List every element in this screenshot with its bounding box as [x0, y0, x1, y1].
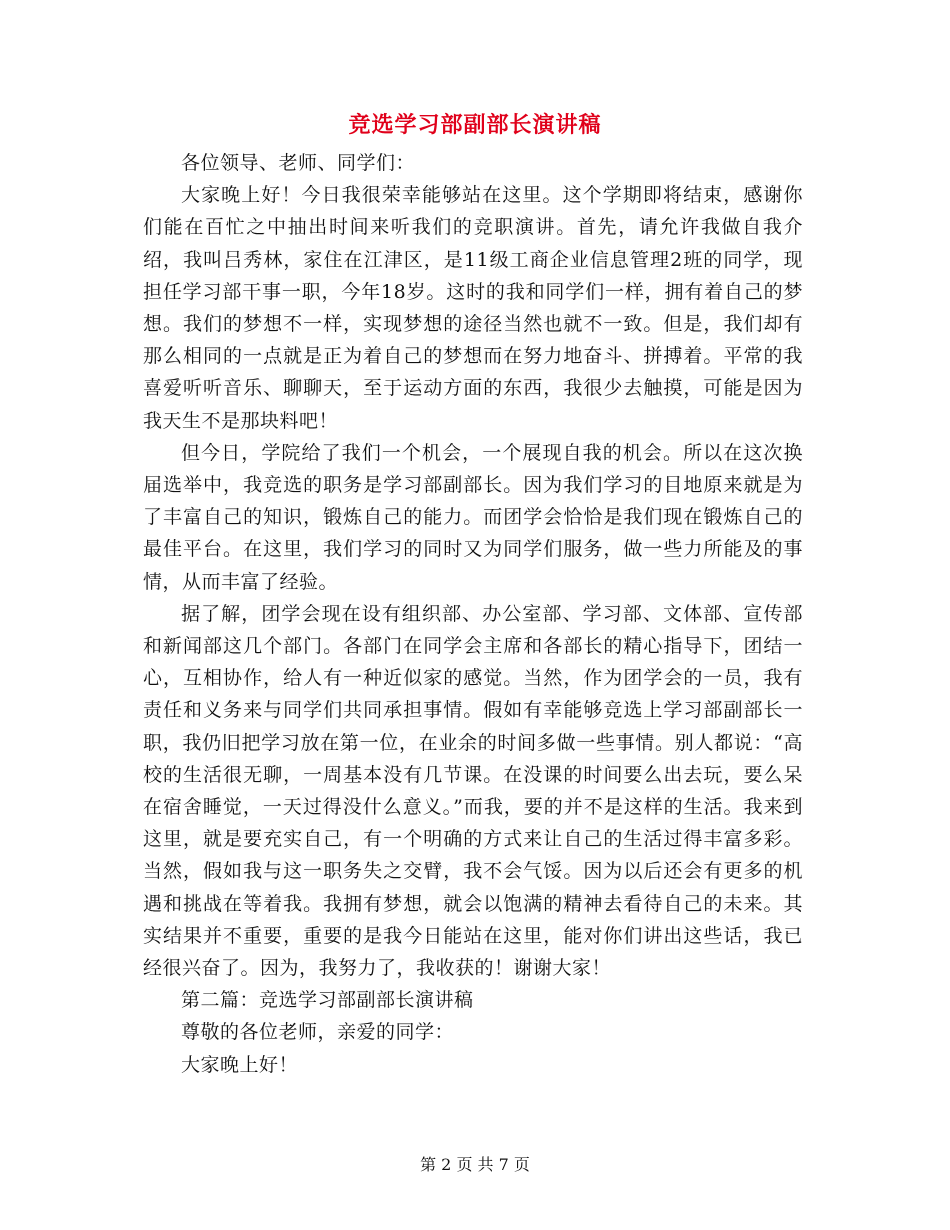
paragraph-greeting: 大家晚上好！ [181, 1053, 299, 1076]
paragraph-opportunity: 但今日，学院给了我们一个机会，一个展现自我的机会。所以在这次换届选举中，我竞选的职务是学习部副部长。因为我们学习的目地原来就是为了丰富自己的知识，锻炼自己的能力。而团学会恰恰是我们现在锻炼自己的最佳平台。在这里，我们学习的同时又为同学们服务，做一些力所能及的事情，从而丰富了经验。 [143, 441, 803, 593]
paragraph-departments: 据了解，团学会现在设有组织部、办公室部、学习部、文体部、宣传部和新闻部这几个部门。各部门在同学会主席和各部长的精心指导下，团结一心，互相协作，给人有一种近似家的感觉。当然，作为团学会的一员，我有责任和义务来与同学们共同承担事情。假如有幸能够竞选上学习部副部长一职，我仍旧把学习放在第一位，在业余的时间多做一些事情。别人都说：“高校的生活很无聊，一周基本没有几节课。在没课的时间要么出去玩，要么呆在宿舍睡觉，一天过得没什么意义。”而我，要的并不是这样的生活。我来到这里，就是要充实自己，有一个明确的方式来让自己的生活过得丰富多彩。当然，假如我与这一职务失之交臂，我不会气馁。因为以后还会有更多的机遇和挑战在等着我。我拥有梦想，就会以饱满的精神去看待自己的未来。其实结果并不重要，重要的是我今日能站在这里，能对你们讲出这些话，我已经很兴奋了。因为，我努力了，我收获的！谢谢大家！ [143, 602, 803, 980]
page-number-footer: 第 2 页 共 7 页 [420, 1155, 530, 1174]
document-body [143, 147, 803, 1081]
paragraph-introduction: 大家晚上好！今日我很荣幸能够站在这里。这个学期即将结束，感谢你们能在百忙之中抽出时间来听我们的竞职演讲。首先，请允许我做自我介绍，我叫吕秀林，家住在江津区，是11级工商企业信息管理2班的同学，现担任学习部干事一职，今年18岁。这时的我和同学们一样，拥有着自己的梦想。我们的梦想不一样，实现梦想的途径当然也就不一致。但是，我们却有那么相同的一点就是正为着自己的梦想而在努力地奋斗、拼搏着。平常的我喜爱听听音乐、聊聊天，至于运动方面的东西，我很少去触摸，可能是因为我天生不是那块料吧！ [143, 184, 803, 432]
paragraph-second-title: 第二篇：竞选学习部副部长演讲稿 [181, 989, 474, 1012]
paragraph-salutation: 各位领导、老师、同学们： [181, 152, 416, 174]
document-title: 竞选学习部副部长演讲稿 [348, 112, 602, 138]
paragraph-second-salutation: 尊敬的各位老师，亲爱的同学： [181, 1021, 455, 1044]
